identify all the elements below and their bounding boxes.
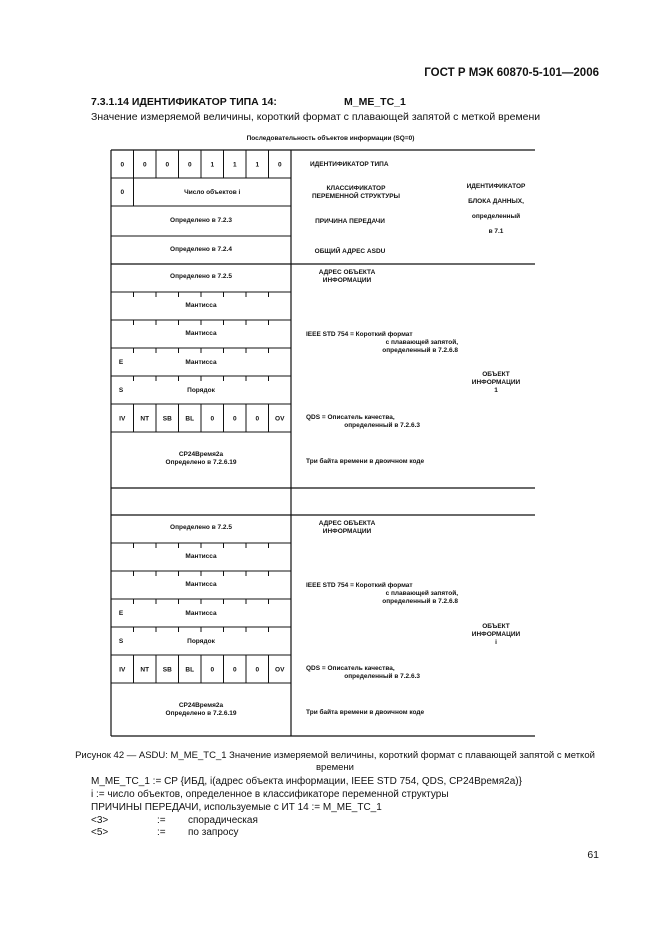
qds-bit: OV — [275, 415, 285, 423]
document-header: ГОСТ Р МЭК 60870-5-101—2006 — [424, 67, 599, 79]
cause-code: <3> — [91, 815, 109, 826]
qds-bit: BL — [185, 666, 195, 674]
cause-operator: := — [157, 815, 166, 826]
type-bit: 1 — [232, 161, 237, 169]
ieee-label: с плавающей запятой, — [385, 590, 458, 597]
qds-bit: 0 — [255, 666, 260, 674]
cp24-text: Определено в 7.2.6.19 — [165, 459, 237, 466]
object-count-text: Число объектов i — [184, 189, 241, 196]
qds-bit: BL — [185, 415, 195, 423]
cause-text: спорадическая — [188, 815, 258, 826]
data-unit-id-label: определенный — [471, 213, 521, 220]
sq-bit: 0 — [120, 189, 125, 196]
ioa-label: ИНФОРМАЦИИ — [322, 277, 372, 284]
section-title: 7.3.1.14 ИДЕНТИФИКАТОР ТИПА 14: — [91, 96, 277, 108]
qds-bit: 0 — [232, 666, 237, 674]
type-id-label: ИДЕНТИФИКАТОР ТИПА — [310, 161, 389, 168]
cp24-label: Три байта времени в двоичном коде — [306, 709, 425, 716]
cp24-text: CP24Время2а — [178, 702, 224, 709]
qds-bit: 0 — [232, 415, 237, 423]
data-unit-id-label: БЛОКА ДАННЫХ, — [468, 198, 524, 205]
exponent-text: Порядок — [187, 387, 215, 394]
sign-bit: S — [118, 638, 124, 645]
information-object-label: i — [495, 639, 497, 646]
cause-text: по запросу — [188, 827, 239, 838]
cause-operator: := — [157, 827, 166, 838]
cause-heading-line: ПРИЧИНЫ ПЕРЕДАЧИ, используемые с ИТ 14 := M_ME_TC_1 — [91, 802, 382, 813]
ieee-label: IEEE STD 754 = Короткий формат — [306, 582, 413, 589]
ioa-defined-text: Определено в 7.2.5 — [170, 524, 232, 531]
ieee-label: IEEE STD 754 = Короткий формат — [306, 331, 413, 338]
ioa-label: АДРЕС ОБЪЕКТА — [318, 269, 376, 276]
qds-bit: IV — [119, 415, 126, 423]
type-bit: 1 — [255, 161, 260, 169]
exponent-text: Порядок — [187, 638, 215, 645]
figure-caption: Рисунок 42 — ASDU: M_ME_TC_1 Значение измеряемой величины, короткий формат с плавающей запятой с меткой времени — [75, 750, 595, 773]
qds-bit: OV — [275, 666, 285, 674]
qds-bit: NT — [140, 666, 150, 674]
mantissa-text: Мантисса — [185, 581, 217, 588]
information-object-label: 1 — [494, 387, 498, 394]
qds-label: определенный в 7.2.6.3 — [344, 673, 420, 680]
variable-definition-line: i := число объектов, определенное в классификаторе переменной структуры — [91, 789, 449, 800]
section-type-code: M_ME_TC_1 — [344, 96, 406, 108]
asdu-defined-text: Определено в 7.2.4 — [170, 246, 232, 253]
type-bit: 0 — [187, 161, 192, 169]
qds-bit: SB — [162, 415, 172, 423]
qds-label: QDS = Описатель качества, — [306, 414, 395, 421]
cp24-text: Определено в 7.2.6.19 — [165, 710, 237, 717]
cp24-label: Три байта времени в двоичном коде — [306, 458, 425, 465]
type-bit: 0 — [165, 161, 170, 169]
ieee-label: определенный в 7.2.6.8 — [382, 347, 458, 354]
cause-code: <5> — [91, 827, 109, 838]
information-object-label: ОБЪЕКТ — [482, 623, 510, 630]
e-bit: E — [118, 359, 124, 366]
e-bit: E — [118, 610, 124, 617]
ioa-label: ИНФОРМАЦИИ — [322, 528, 372, 535]
mantissa-text: Мантисса — [185, 553, 217, 560]
mantissa-text: Мантисса — [185, 359, 217, 366]
qds-label: QDS = Описатель качества, — [306, 665, 395, 672]
information-object-label: ОБЪЕКТ — [482, 371, 510, 378]
mantissa-text: Мантисса — [185, 302, 217, 309]
cot-defined-text: Определено в 7.2.3 — [170, 217, 232, 224]
information-object-label: ИНФОРМАЦИИ — [471, 631, 521, 638]
mantissa-text: Мантисса — [185, 330, 217, 337]
cot-label: ПРИЧИНА ПЕРЕДАЧИ — [315, 218, 385, 225]
type-bit: 0 — [277, 161, 282, 169]
common-address-label: ОБЩИЙ АДРЕС ASDU — [314, 248, 386, 255]
sequence-caption: Последовательность объектов информации (SQ=0) — [246, 135, 415, 142]
information-object-label: ИНФОРМАЦИИ — [471, 379, 521, 386]
vsq-label: КЛАССИФИКАТОР — [326, 185, 386, 192]
mantissa-text: Мантисса — [185, 610, 217, 617]
ieee-label: определенный в 7.2.6.8 — [382, 598, 458, 605]
ioa-defined-text: Определено в 7.2.5 — [170, 273, 232, 280]
definition-line: M_ME_TC_1 := CP {ИБД, i(адрес объекта информации, IEEE STD 754, QDS, CP24Время2а)} — [91, 776, 522, 787]
qds-bit: NT — [140, 415, 150, 423]
qds-bit: SB — [162, 666, 172, 674]
cp24-text: CP24Время2а — [178, 451, 224, 458]
ioa-label: АДРЕС ОБЪЕКТА — [318, 520, 376, 527]
ieee-label: с плавающей запятой, — [385, 339, 458, 346]
section-description: Значение измеряемой величины, короткий формат с плавающей запятой с меткой времени — [91, 111, 541, 123]
qds-bit: IV — [119, 666, 126, 674]
qds-bit: 0 — [210, 415, 215, 423]
data-unit-id-label: ИДЕНТИФИКАТОР — [466, 183, 526, 190]
type-bit: 0 — [142, 161, 147, 169]
data-unit-id-label: в 7.1 — [488, 228, 504, 235]
vsq-label: ПЕРЕМЕННОЙ СТРУКТУРЫ — [312, 193, 400, 200]
sign-bit: S — [118, 387, 124, 394]
type-bit: 1 — [210, 161, 215, 169]
page-number: 61 — [587, 849, 599, 861]
type-bit: 0 — [120, 161, 125, 169]
qds-bit: 0 — [255, 415, 260, 423]
qds-bit: 0 — [210, 666, 215, 674]
qds-label: определенный в 7.2.6.3 — [344, 422, 420, 429]
